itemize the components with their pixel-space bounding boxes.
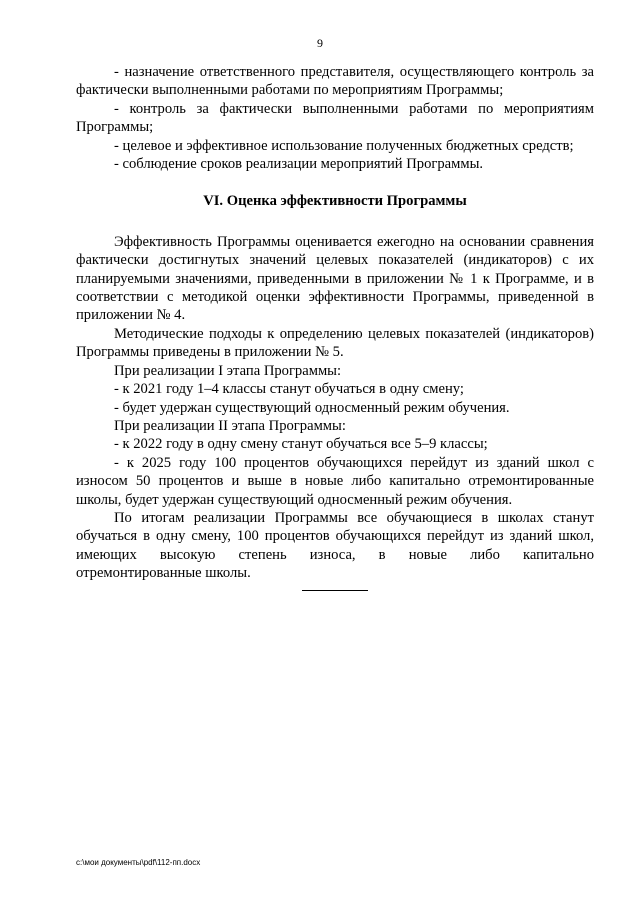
list-item: - контроль за фактически выполненными работами по мероприятиям Программы; (76, 100, 594, 136)
list-item: - назначение ответственного представителя, осуществляющего контроль за фактически выполненными работами по мероприятиям Программы; (76, 64, 594, 99)
list-item: - к 2022 году в одну смену станут обучаться все 5–9 классы; (114, 436, 488, 453)
paragraph: По итогам реализации Программы все обучающиеся в школах станут обучаться в одну смену, 100 процентов обучающихся перейдут из зданий школ, имеющих высокую степень износа, в новые либо капитально (76, 509, 594, 563)
paragraph: При реализации II этапа Программы: (114, 417, 346, 434)
list-item: - к 2021 году 1–4 классы станут обучаться в одну смену; (114, 381, 464, 398)
page-number: 9 (317, 36, 323, 50)
closing-divider (302, 590, 368, 591)
list-item: - целевое и эффективное использование полученных бюджетных средств; (114, 137, 574, 154)
footer-file-path: c:\мои документы\pdf\112-пп.docx (76, 858, 201, 867)
document-body (76, 63, 594, 583)
paragraph: При реализации I этапа Программы: (114, 362, 342, 379)
paragraph-end: отремонтированные школы. (76, 565, 251, 582)
list-item: - соблюдение сроков реализации мероприятий Программы. (114, 156, 484, 173)
paragraph: Методические подходы к определению целевых показателей (индикаторов) Программы приведены в приложении № 5. (76, 325, 594, 361)
section-heading: VI. Оценка эффективности Программы (203, 193, 467, 210)
list-item: - будет удержан существующий односменный режим обучения. (114, 399, 510, 416)
list-item: - к 2025 году 100 процентов обучающихся перейдут из зданий школ с износом 50 процентов и выше в новые либо капитально отремонтированные школы, будет удержан существующий односменный режим обучения. (76, 454, 594, 508)
paragraph: Эффективность Программы оценивается ежегодно на основании сравнения фактически достигнутых значений целевых показателей (индикаторов) с их планируемыми значениями, приведенными в приложении № 1 к Программе, и в соответствии с методикой оценки эффективности Программы, приведенной в приложении № 4. (76, 233, 594, 324)
